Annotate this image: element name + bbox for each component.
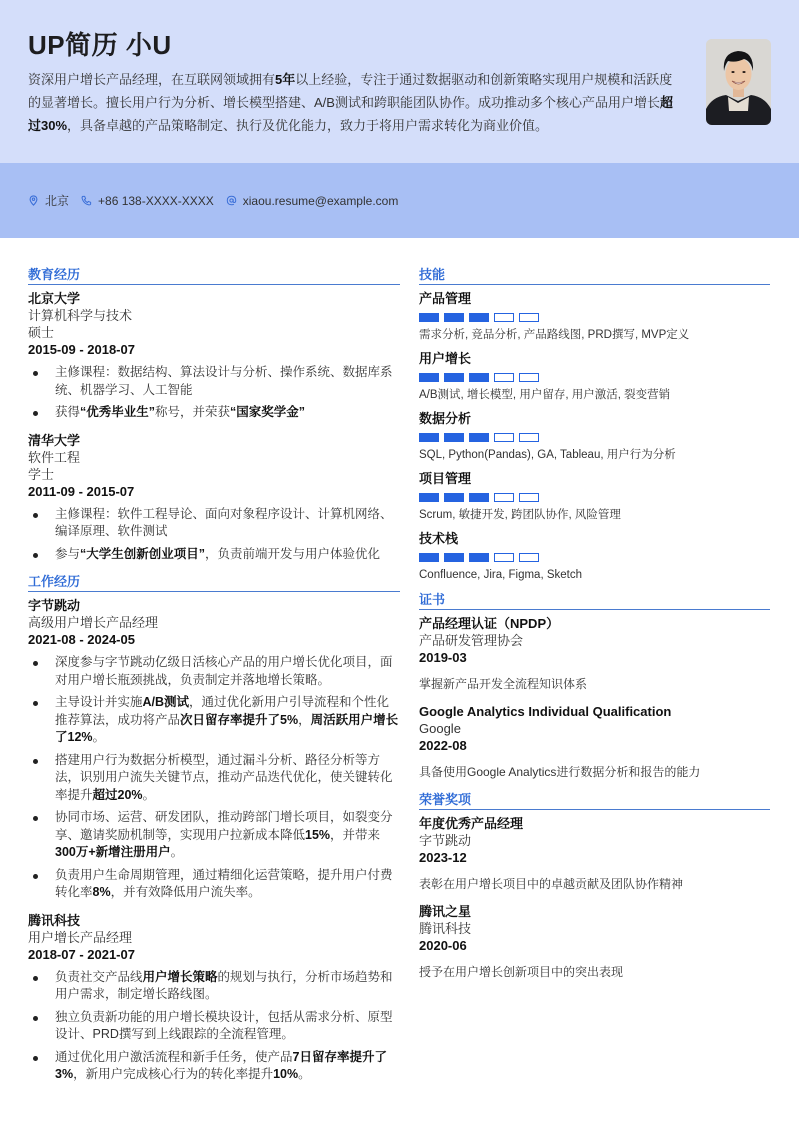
- skill-name: 产品管理: [419, 291, 472, 306]
- candidate-name: UP简历 小U: [28, 30, 172, 60]
- skill-level-filled: [444, 313, 464, 322]
- skill-level-empty: [494, 433, 514, 442]
- major: 计算机科学与技术: [28, 308, 133, 323]
- text-run: 协同市场、运营、研发团队，推动跨部门增长项目，如裂变分享、邀请奖励机制等，实现用户拉新成本降低: [55, 810, 393, 842]
- skill-keywords: A/B测试, 增长模型, 用户留存, 用户激活, 裂变营销: [419, 389, 671, 401]
- text-run: 称号，并荣获: [155, 405, 231, 419]
- section-title-work: 工作经历: [28, 573, 400, 592]
- bullet-list: [28, 654, 400, 902]
- emphasis-text: 7日留存率提升了3%: [55, 1049, 387, 1081]
- section-title-skills: 技能: [419, 266, 770, 285]
- contact-location: [28, 192, 69, 209]
- left-column: [28, 266, 400, 1094]
- summary-highlight: 超过30%: [28, 95, 673, 133]
- issuer: Google: [419, 721, 461, 736]
- emphasis-text: “大学生创新创业项目”: [80, 546, 206, 561]
- emphasis-text: “国家奖学金”: [230, 405, 306, 419]
- date: 2022-08: [419, 738, 467, 753]
- emphasis-text: 8%: [92, 885, 111, 899]
- text-run: 负责用户生命周期管理，通过精细化运营策略，提升用户付费转化率: [55, 867, 393, 899]
- skill-level-filled: [444, 493, 464, 502]
- date-range: 2021-08 - 2024-05: [28, 632, 135, 647]
- issuer: 字节跳动: [419, 833, 472, 848]
- bullet-list: [28, 364, 400, 422]
- skill-level-filled: [444, 373, 464, 382]
- text-run: 深度参与字节跳动亿级日活核心产品的用户增长优化项目，面对用户增长瓶颈挑战，负责制定并落地增长策略。: [55, 655, 393, 687]
- skill-level-bar: [419, 493, 770, 502]
- text-run: ，负责前端开发与用户体验优化: [205, 546, 381, 561]
- summary-text: 资深用户增长产品经理，在互联网领域拥有: [28, 72, 276, 87]
- phone-icon: [81, 195, 92, 206]
- skill-level-bar: [419, 313, 770, 322]
- bullet-item: [28, 546, 400, 564]
- emphasis-text: 10%: [273, 1067, 299, 1081]
- summary-text: 以上经验，专注于通过数据驱动和创新策略实现用户规模和活跃度的显著增长。擅长用户行为分析、增长模型搭建、A/B测试和跨职能团队协作。成功推动多个核心产品用户增长: [28, 72, 673, 110]
- description: 表彰在用户增长项目中的卓越贡献及团队协作精神: [419, 877, 684, 891]
- skill-item: [419, 470, 770, 523]
- text-run: 通过优化用户激活流程和新手任务，使产品: [55, 1049, 293, 1064]
- bullet-list: [28, 506, 400, 564]
- skill-level-filled: [469, 433, 489, 442]
- job-position: 用户增长产品经理: [28, 929, 133, 945]
- date-range: 2018-07 - 2021-07: [28, 946, 135, 962]
- summary-highlight: 5年: [275, 72, 296, 87]
- issuer: 产品研发管理协会: [419, 633, 524, 648]
- skill-level-filled: [419, 493, 439, 502]
- summary: [28, 68, 683, 137]
- skill-name: 用户增长: [419, 351, 472, 366]
- skill-level-filled: [419, 433, 439, 442]
- location-text: 北京: [45, 194, 70, 208]
- skill-level-empty: [519, 433, 539, 442]
- bullet-item: [28, 867, 400, 902]
- award-name: 腾讯之星: [419, 904, 472, 919]
- text-run: 。: [170, 845, 184, 859]
- skill-level-empty: [494, 373, 514, 382]
- bullet-item: [28, 506, 400, 541]
- skill-item: [419, 530, 770, 583]
- bullet-item: [28, 654, 400, 689]
- bullet-item: [28, 404, 400, 422]
- skill-level-filled: [469, 313, 489, 322]
- skill-name: 项目管理: [419, 471, 472, 486]
- text-run: ，: [298, 712, 311, 727]
- emphasis-text: A/B测试: [142, 695, 190, 709]
- skill-level-filled: [444, 433, 464, 442]
- bullet-item: [28, 364, 400, 399]
- award-name: 年度优秀产品经理: [419, 816, 524, 831]
- section-title-awards: 荣誉奖项: [419, 791, 770, 810]
- skill-level-bar: [419, 373, 770, 382]
- section-title-education: 教育经历: [28, 266, 400, 285]
- date: 2019-03: [419, 650, 467, 665]
- company-name: 字节跳动: [28, 598, 81, 613]
- skill-level-filled: [419, 373, 439, 382]
- school-name: 北京大学: [28, 291, 81, 306]
- certificate-name: Google Analytics Individual Qualification: [419, 704, 672, 719]
- degree: 学士: [28, 466, 55, 482]
- text-run: 的规划与执行，分析市场趋势和用户需求，制定增长路线图。: [55, 969, 393, 1001]
- bullet-item: [28, 1049, 400, 1084]
- skill-level-filled: [469, 373, 489, 382]
- bullet-item: [28, 752, 400, 805]
- bullet-item: [28, 694, 400, 747]
- text-run: ，通过优化新用户引导流程和个性化推荐算法，成功将产品: [55, 695, 390, 727]
- summary-text: ，具备卓越的产品策略制定、执行及优化能力，致力于将用户需求转化为商业价值。: [67, 118, 549, 133]
- work-entry: [28, 912, 400, 1084]
- skill-item: [419, 410, 770, 463]
- text-run: 。: [298, 1067, 311, 1081]
- skill-item: [419, 350, 770, 403]
- company-name: 腾讯科技: [28, 912, 81, 928]
- date: 2023-12: [419, 850, 467, 865]
- text-run: ，新用户完成核心行为的转化率提升: [73, 1067, 274, 1081]
- certificate-entry: [419, 703, 770, 781]
- contact-phone[interactable]: [81, 194, 214, 208]
- skills-section: [419, 266, 770, 583]
- skill-level-empty: [519, 493, 539, 502]
- description: 授予在用户增长创新项目中的突出表现: [419, 965, 624, 979]
- skill-level-bar: [419, 553, 770, 562]
- text-run: 主修课程：数据结构、算法设计与分析、操作系统、数据库系统、机器学习、人工智能: [55, 365, 393, 397]
- text-run: 独立负责新功能的用户增长模块设计，包括从需求分析、原型设计、PRD撰写到上线跟踪的全流程管理。: [55, 1009, 393, 1041]
- contact-bar: [0, 163, 799, 238]
- bullet-list: [28, 969, 400, 1084]
- education-entry: [28, 290, 400, 422]
- location-pin-icon: [28, 195, 39, 206]
- date: 2020-06: [419, 938, 467, 953]
- description: 掌握新产品开发全流程知识体系: [419, 677, 588, 691]
- skill-level-filled: [469, 553, 489, 562]
- skill-keywords: Scrum, 敏捷开发, 跨团队协作, 风险管理: [419, 509, 621, 521]
- resume-body: [0, 238, 799, 1094]
- skill-item: [419, 290, 770, 343]
- school-name: 清华大学: [28, 432, 81, 448]
- skill-level-empty: [494, 553, 514, 562]
- emphasis-text: 周活跃用户增长了12%: [55, 712, 399, 744]
- skill-keywords: SQL, Python(Pandas), GA, Tableau, 用户行为分析: [419, 449, 676, 461]
- award-entry: [419, 815, 770, 893]
- certificate-entry: [419, 615, 770, 693]
- text-run: ，并有效降低用户流失率。: [110, 885, 261, 899]
- education-entry: [28, 432, 400, 564]
- issuer: 腾讯科技: [419, 921, 472, 936]
- skill-level-bar: [419, 433, 770, 442]
- description: 具备使用Google Analytics进行数据分析和报告的能力: [419, 765, 701, 779]
- at-sign-icon: [226, 195, 237, 206]
- awards-section: [419, 791, 770, 981]
- right-column: [419, 266, 770, 1094]
- skill-level-filled: [419, 313, 439, 322]
- certificates-section: [419, 591, 770, 781]
- skill-level-filled: [419, 553, 439, 562]
- bullet-item: [28, 809, 400, 862]
- date-range: 2011-09 - 2015-07: [28, 483, 135, 499]
- emphasis-text: “优秀毕业生”: [80, 405, 156, 419]
- resume-header: [0, 0, 799, 163]
- emphasis-text: 次日留存率提升了5%: [180, 712, 299, 727]
- education-section: [28, 266, 400, 563]
- skill-level-filled: [444, 553, 464, 562]
- emphasis-text: 超过20%: [92, 787, 143, 802]
- text-run: 获得: [55, 405, 81, 419]
- text-run: 参与: [55, 546, 81, 561]
- date-range: 2015-09 - 2018-07: [28, 342, 135, 357]
- skill-level-filled: [469, 493, 489, 502]
- major: 软件工程: [28, 449, 81, 465]
- skill-level-empty: [494, 313, 514, 322]
- award-entry: [419, 903, 770, 981]
- job-position: 高级用户增长产品经理: [28, 615, 159, 630]
- text-run: ，并带来: [330, 827, 381, 842]
- section-title-certificates: 证书: [419, 591, 770, 610]
- phone-text: +86 138-XXXX-XXXX: [98, 193, 214, 208]
- bullet-item: [28, 969, 400, 1004]
- work-entry: [28, 597, 400, 902]
- text-run: 主导设计并实施: [55, 695, 143, 709]
- skill-name: 数据分析: [419, 411, 472, 426]
- portrait-image: [706, 39, 771, 125]
- skill-level-empty: [519, 373, 539, 382]
- emphasis-text: 用户增长策略: [142, 969, 218, 984]
- skill-level-empty: [519, 553, 539, 562]
- skill-keywords: 需求分析, 竞品分析, 产品路线图, PRD撰写, MVP定义: [419, 329, 690, 341]
- skill-keywords: Confluence, Jira, Figma, Sketch: [419, 569, 582, 581]
- skill-level-empty: [519, 313, 539, 322]
- contact-email[interactable]: [226, 194, 399, 208]
- skill-level-empty: [494, 493, 514, 502]
- text-run: 。: [92, 730, 106, 744]
- emphasis-text: 15%: [305, 827, 331, 842]
- skill-name: 技术栈: [419, 531, 459, 546]
- certificate-name: 产品经理认证（NPDP）: [419, 616, 560, 631]
- avatar: [706, 39, 771, 125]
- work-section: [28, 573, 400, 1084]
- text-run: 负责社交产品线: [55, 969, 143, 984]
- emphasis-text: 300万+新增注册用户: [55, 845, 171, 859]
- email-text: xiaou.resume@example.com: [242, 193, 399, 208]
- degree: 硕士: [28, 325, 55, 340]
- text-run: 搭建用户行为数据分析模型，通过漏斗分析、路径分析等方法，识别用户流失关键节点，推动产品迭代优化，使关键转化率提升: [55, 752, 393, 802]
- text-run: 主修课程：软件工程导论、面向对象程序设计、计算机网络、编译原理、软件测试: [55, 506, 393, 538]
- bullet-item: [28, 1009, 400, 1044]
- text-run: 。: [142, 787, 156, 802]
